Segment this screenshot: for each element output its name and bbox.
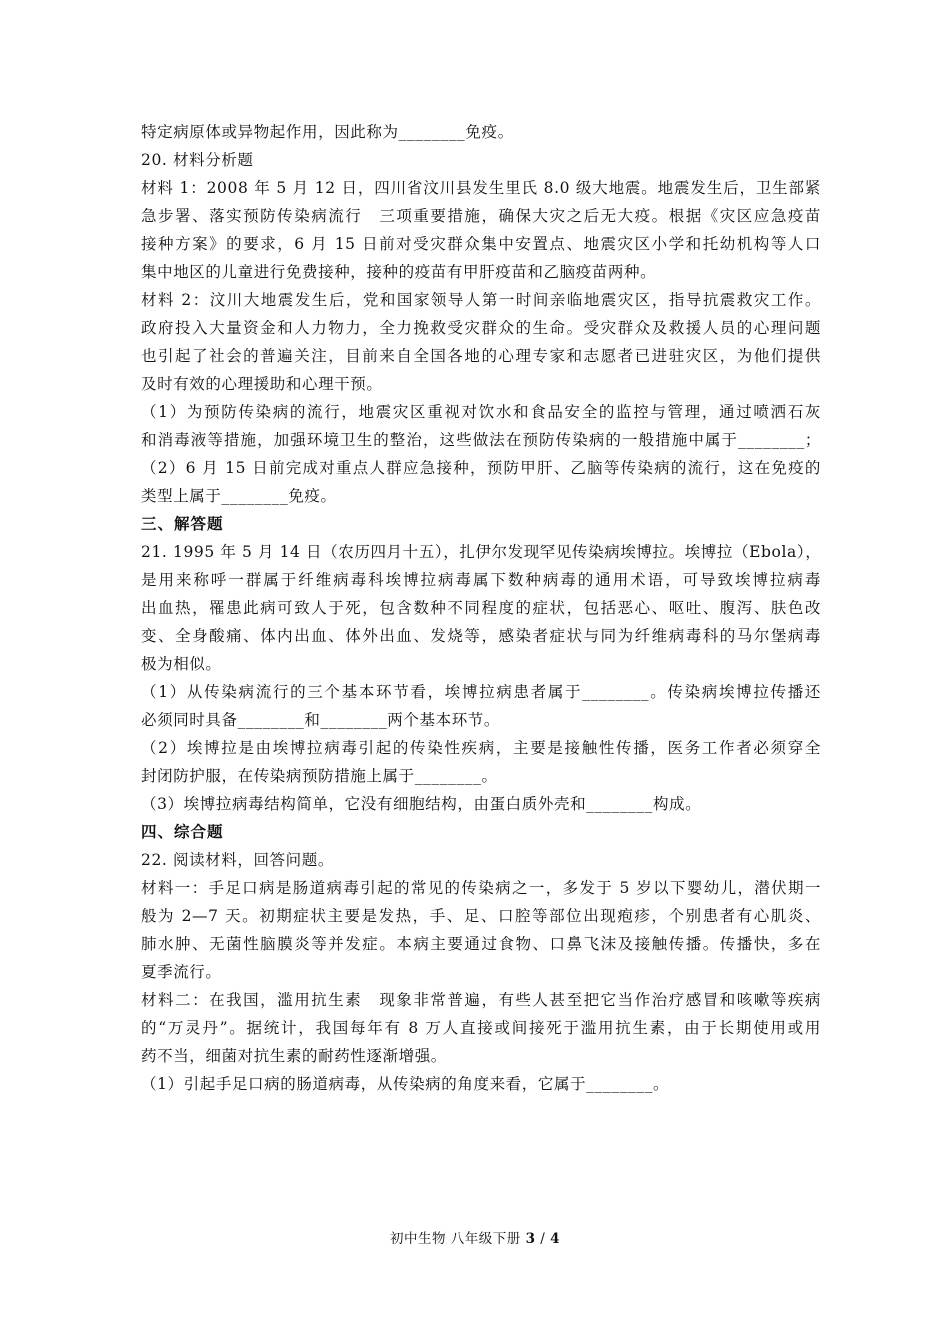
footer-current-page: 3	[525, 1231, 536, 1247]
footer-separator: /	[535, 1231, 551, 1247]
text-line: 接种方案》的要求，6 月 15 日前对受灾群众集中安置点、地震灾区小学和托幼机构等人口	[141, 235, 821, 253]
text-line: 的“万灵丹”。据统计，我国每年有 8 万人直接或间接死于滥用抗生素，由于长期使用或用	[141, 1019, 821, 1037]
text-line: 类型上属于________免疫。	[141, 487, 337, 505]
text-line: 及时有效的心理援助和心理干预。	[141, 375, 383, 393]
text-line: （3）埃博拉病毒结构简单，它没有细胞结构，由蛋白质外壳和________构成。	[141, 795, 702, 813]
text-line: 22. 阅读材料，回答问题。	[141, 851, 334, 869]
text-line: （2）6 月 15 日前完成对重点人群应急接种，预防甲肝、乙脑等传染病的流行，这在免疫的	[141, 459, 821, 477]
section-heading: 四、综合题	[141, 823, 224, 841]
section-heading: 三、解答题	[141, 515, 224, 533]
text-line: 20. 材料分析题	[141, 151, 254, 169]
text-line: 是用来称呼一群属于纤维病毒科埃博拉病毒属下数种病毒的通用术语，可导致埃博拉病毒	[141, 571, 821, 589]
text-line: 肺水肿、无菌性脑膜炎等并发症。本病主要通过食物、口鼻飞沫及接触传播。传播快，多在	[141, 935, 821, 953]
text-line: 急步署、落实预防传染病流行 三项重要措施，确保大灾之后无大疫。根据《灾区应急疫苗	[141, 207, 821, 225]
text-line: 特定病原体或异物起作用，因此称为________免疫。	[141, 123, 514, 141]
text-line: 药不当，细菌对抗生素的耐药性逐渐增强。	[141, 1047, 447, 1065]
document-body	[141, 118, 821, 1098]
text-line: （2）埃博拉是由埃博拉病毒引起的传染性疾病，主要是接触性传播，医务工作者必须穿全	[141, 739, 821, 757]
text-line: 也引起了社会的普遍关注，目前来自全国各地的心理专家和志愿者已进驻灾区，为他们提供	[141, 347, 821, 365]
text-line: 般为 2—7 天。初期症状主要是发热，手、足、口腔等部位出现疱疹，个别患者有心肌炎、	[141, 907, 821, 925]
text-line: 出血热，罹患此病可致人于死，包含数种不同程度的症状，包括恶心、呕吐、腹泻、肤色改	[141, 599, 821, 617]
text-line: （1）引起手足口病的肠道病毒，从传染病的角度来看，它属于________。	[141, 1075, 670, 1093]
text-line: 必须同时具备________和________两个基本环节。	[141, 711, 501, 729]
text-line: 和消毒液等措施，加强环境卫生的整治，这些做法在预防传染病的一般措施中属于________；	[141, 431, 821, 449]
text-line: 政府投入大量资金和人力物力，全力挽救受灾群众的生命。受灾群众及救援人员的心理问题	[141, 319, 821, 337]
text-line: 材料 2：汶川大地震发生后，党和国家领导人第一时间亲临地震灾区，指导抗震救灾工作。	[141, 291, 821, 309]
footer-total-pages: 4	[550, 1231, 561, 1247]
text-line: 夏季流行。	[141, 963, 222, 981]
footer-label: 初中生物 八年级下册	[389, 1231, 521, 1247]
text-line: 变、全身酸痛、体内出血、体外出血、发烧等，感染者症状与同为纤维病毒科的马尔堡病毒	[141, 627, 821, 645]
text-line: 材料一：手足口病是肠道病毒引起的常见的传染病之一，多发于 5 岁以下婴幼儿，潜伏期一	[141, 879, 821, 897]
page-footer	[0, 1227, 950, 1247]
text-line: 材料 1：2008 年 5 月 12 日，四川省汶川县发生里氏 8.0 级大地震。地震发生后，卫生部紧	[141, 179, 821, 197]
text-line: 材料二：在我国，滥用抗生素 现象非常普遍，有些人甚至把它当作治疗感冒和咳嗽等疾病	[141, 991, 821, 1009]
text-line: （1）为预防传染病的流行，地震灾区重视对饮水和食品安全的监控与管理，通过喷洒石灰	[141, 403, 821, 421]
text-line: 极为相似。	[141, 655, 222, 673]
text-line: 21. 1995 年 5 月 14 日（农历四月十五），扎伊尔发现罕见传染病埃博拉。埃博拉（Ebola），	[141, 543, 821, 561]
text-line: 封闭防护服，在传染病预防措施上属于________。	[141, 767, 498, 785]
text-line: 集中地区的儿童进行免费接种，接种的疫苗有甲肝疫苗和乙脑疫苗两种。	[141, 263, 657, 281]
text-line: （1）从传染病流行的三个基本环节看，埃博拉病患者属于________。传染病埃博拉传播还	[141, 683, 821, 701]
